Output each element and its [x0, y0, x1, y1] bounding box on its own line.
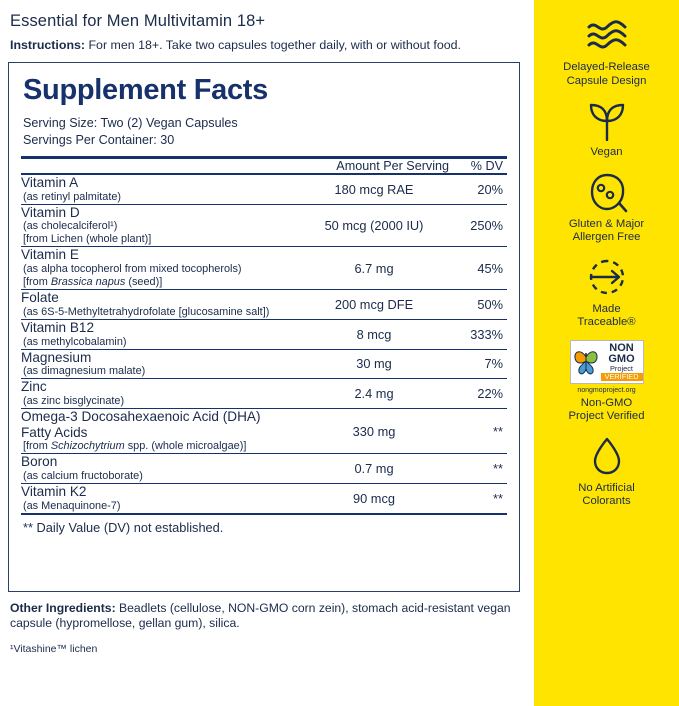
- non-gmo-text-block: [601, 341, 643, 383]
- badge-label: Delayed-Release Capsule Design: [563, 61, 650, 87]
- nutrient-daily-value: **: [449, 409, 507, 454]
- badge-label: Non-GMO Project Verified: [568, 396, 645, 423]
- badge-non-gmo: [540, 339, 673, 424]
- nutrient-source: (as cholecalciferol¹): [23, 220, 118, 233]
- other-ingredients: [10, 601, 526, 633]
- seal-verified: VERIFIED: [601, 373, 643, 380]
- nutrient-source: (as 6S-5-Methyltetrahydrofolate [glucosamine salt]): [23, 305, 270, 318]
- nutrient-daily-value: 7%: [449, 349, 507, 379]
- nutrient-amount: 180 mcg RAE: [334, 181, 414, 197]
- nutrient-name: Vitamin B12 (as methylcobalamin): [21, 319, 299, 349]
- serving-size: Serving Size: Two (2) Vegan Capsules: [23, 115, 238, 130]
- nutrient-amount: 6.7 mg: [299, 247, 449, 290]
- nutrient-amount: 2.4 mg: [299, 379, 449, 409]
- badge-label: Vegan: [590, 146, 623, 159]
- table-row: [21, 379, 507, 409]
- nutrient-source: (as alpha tocopherol from mixed tocopherols): [23, 263, 242, 276]
- nutrient-daily-value: 50%: [449, 290, 507, 320]
- non-gmo-project-seal-icon: [540, 339, 673, 385]
- nutrient-amount: 0.7 mg: [299, 454, 449, 484]
- leaf-icon: [540, 97, 673, 143]
- table-row: [21, 319, 507, 349]
- badge-made-traceable: [540, 254, 673, 330]
- badge-label: No Artificial Colorants: [578, 481, 635, 508]
- seal-project: Project: [609, 363, 633, 373]
- nutrient-source: [from Lichen (whole plant)]: [23, 233, 152, 246]
- supplement-facts-heading: Supplement Facts: [23, 73, 268, 106]
- table-row: [21, 290, 507, 320]
- nutrient-daily-value: 22%: [449, 379, 507, 409]
- supplement-facts-body: [21, 175, 507, 513]
- table-row: [21, 484, 507, 513]
- nutrient-daily-value: **: [449, 454, 507, 484]
- facts-header-row: [21, 159, 507, 173]
- waves-icon: [540, 12, 673, 58]
- servings-per-container: Servings Per Container: 30: [23, 132, 175, 147]
- badge-gluten-allergen-free: [540, 169, 673, 245]
- supplement-facts-panel: [8, 62, 520, 592]
- nutrient-amount: 30 mg: [299, 349, 449, 379]
- nutrient-daily-value: 333%: [449, 319, 507, 349]
- nutrient-daily-value: 45%: [449, 247, 507, 290]
- badge-label: Gluten & Major Allergen Free: [568, 217, 645, 244]
- nutrient-source: (as dimagnesium malate): [23, 365, 146, 378]
- badge-delayed-release: [540, 12, 673, 88]
- nutrient-amount: 50 mcg (2000 IU): [299, 204, 449, 247]
- nutrient-amount: 90 mcg: [299, 484, 449, 513]
- instructions-line: [10, 38, 524, 54]
- facts-header-amount: Amount Per Serving: [336, 158, 449, 173]
- nutrient-name: Vitamin A (as retinyl palmitate): [21, 175, 299, 204]
- badge-no-artificial-colorants: [540, 433, 673, 509]
- nutrient-source: (as methylcobalamin): [23, 335, 127, 348]
- butterfly-icon: [571, 341, 601, 383]
- nutrient-source: [from Schizochytrium spp. (whole microalgae)]: [23, 440, 247, 453]
- nutrient-source: (as retinyl palmitate): [23, 190, 122, 203]
- other-ingredients-label: Other Ingredients:: [10, 600, 116, 615]
- facts-bottom-rule: [21, 513, 507, 515]
- table-row: [21, 175, 507, 204]
- vitashine-note: ¹Vitashine™ lichen: [10, 643, 98, 656]
- facts-header-name: [21, 159, 299, 173]
- other-ingredients-text: Beadlets (cellulose, NON-GMO corn zein), stomach acid-resistant vegan capsule (hypromellose, gellan gum), silica.: [10, 600, 511, 631]
- water-drop-icon: [540, 433, 673, 479]
- nutrient-daily-value: 250%: [449, 204, 507, 247]
- traceable-arrow-icon: [540, 254, 673, 300]
- table-row: [21, 349, 507, 379]
- nutrient-source: [from Brassica napus (seed)]: [23, 276, 163, 289]
- table-row: [21, 247, 507, 290]
- seal-url: nongmoproject.org: [577, 386, 636, 394]
- facts-header-dv: % DV: [470, 158, 503, 173]
- nutrient-name: Boron (as calcium fructoborate): [21, 454, 299, 484]
- nutrient-name: Vitamin D (as cholecalciferol¹) [from Lichen (whole plant)]: [21, 204, 299, 247]
- table-row: [21, 204, 507, 247]
- no-wheat-icon: [540, 169, 673, 215]
- nutrient-amount: 8 mcg: [299, 319, 449, 349]
- supplement-facts-table: [21, 159, 507, 173]
- nutrient-source: (as Menaquinone-7): [23, 499, 121, 512]
- nutrient-source: (as calcium fructoborate): [23, 469, 143, 482]
- badge-label: Made Traceable®: [577, 302, 636, 329]
- badges-sidebar: [534, 0, 679, 706]
- table-row: [21, 454, 507, 484]
- nutrient-daily-value: **: [449, 484, 507, 513]
- nutrient-name: Folate (as 6S-5-Methyltetrahydrofolate [glucosamine salt]): [21, 290, 299, 320]
- instructions-text: For men 18+. Take two capsules together daily, with or without food.: [85, 38, 461, 52]
- nutrient-name: Zinc (as zinc bisglycinate): [21, 379, 299, 409]
- nutrient-source: (as zinc bisglycinate): [23, 394, 125, 407]
- dv-footnote: ** Daily Value (DV) not established.: [23, 519, 224, 535]
- instructions-label: Instructions:: [10, 38, 86, 52]
- product-title: Essential for Men Multivitamin 18+: [10, 12, 266, 30]
- nutrient-daily-value: 20%: [477, 181, 503, 197]
- table-row: [21, 409, 507, 454]
- nutrient-name: Magnesium (as dimagnesium malate): [21, 349, 299, 379]
- nutrient-name: Vitamin K2 (as Menaquinone-7): [21, 484, 299, 513]
- nutrient-amount: 200 mcg DFE: [299, 290, 449, 320]
- badge-vegan: [540, 97, 673, 160]
- nutrient-name: Vitamin E (as alpha tocopherol from mixed tocopherols) [from Brassica napus (seed)]: [21, 247, 299, 290]
- seal-non: NON: [609, 341, 634, 354]
- seal-gmo: GMO: [608, 352, 635, 365]
- nutrient-name: Omega-3 Docosahexaenoic Acid (DHA) Fatty Acids [from Schizochytrium spp. (whole microalgae)]: [21, 409, 299, 454]
- nutrient-amount: 330 mg: [299, 409, 449, 454]
